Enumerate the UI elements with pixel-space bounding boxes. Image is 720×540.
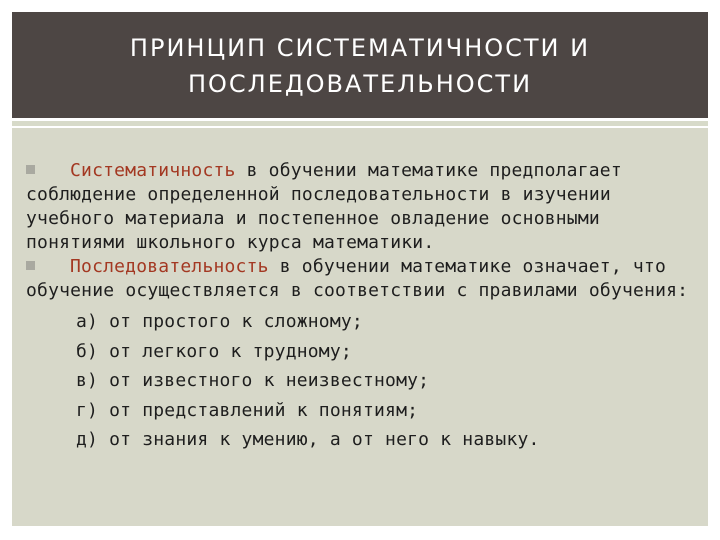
bullet-systematicity [26,159,696,255]
term-systematicity: Систематичность [70,160,236,181]
square-bullet-icon [26,261,35,270]
bullet-text: в обучении математике означает, что обучение осуществляется в соответствии с правилами обучения: [26,256,689,301]
body-text [26,159,696,455]
term-sequence: Последовательность [70,256,269,277]
title-bar [12,12,708,118]
list-item: г) от представлений к понятиям; [76,399,419,421]
slide-title: ПРИНЦИП СИСТЕМАТИЧНОСТИ И ПОСЛЕДОВАТЕЛЬНОСТИ [129,34,591,98]
rules-list [26,307,696,455]
bullet-sequence [26,255,696,303]
title-divider [12,121,708,126]
list-item: а) от простого к сложному; [76,311,363,332]
square-bullet-icon [26,165,35,174]
list-item: б) от легкого к трудному; [76,340,352,362]
bullet-text: в обучении математике предполагает соблюдение определенной последовательности в изучении учебного материала и постепенное овладение основными понятиями школьного курса математики. [26,160,622,253]
list-item: в) от известного к неизвестному; [76,370,430,391]
list-item: д) от знания к умению, а от него к навыку. [76,429,540,450]
